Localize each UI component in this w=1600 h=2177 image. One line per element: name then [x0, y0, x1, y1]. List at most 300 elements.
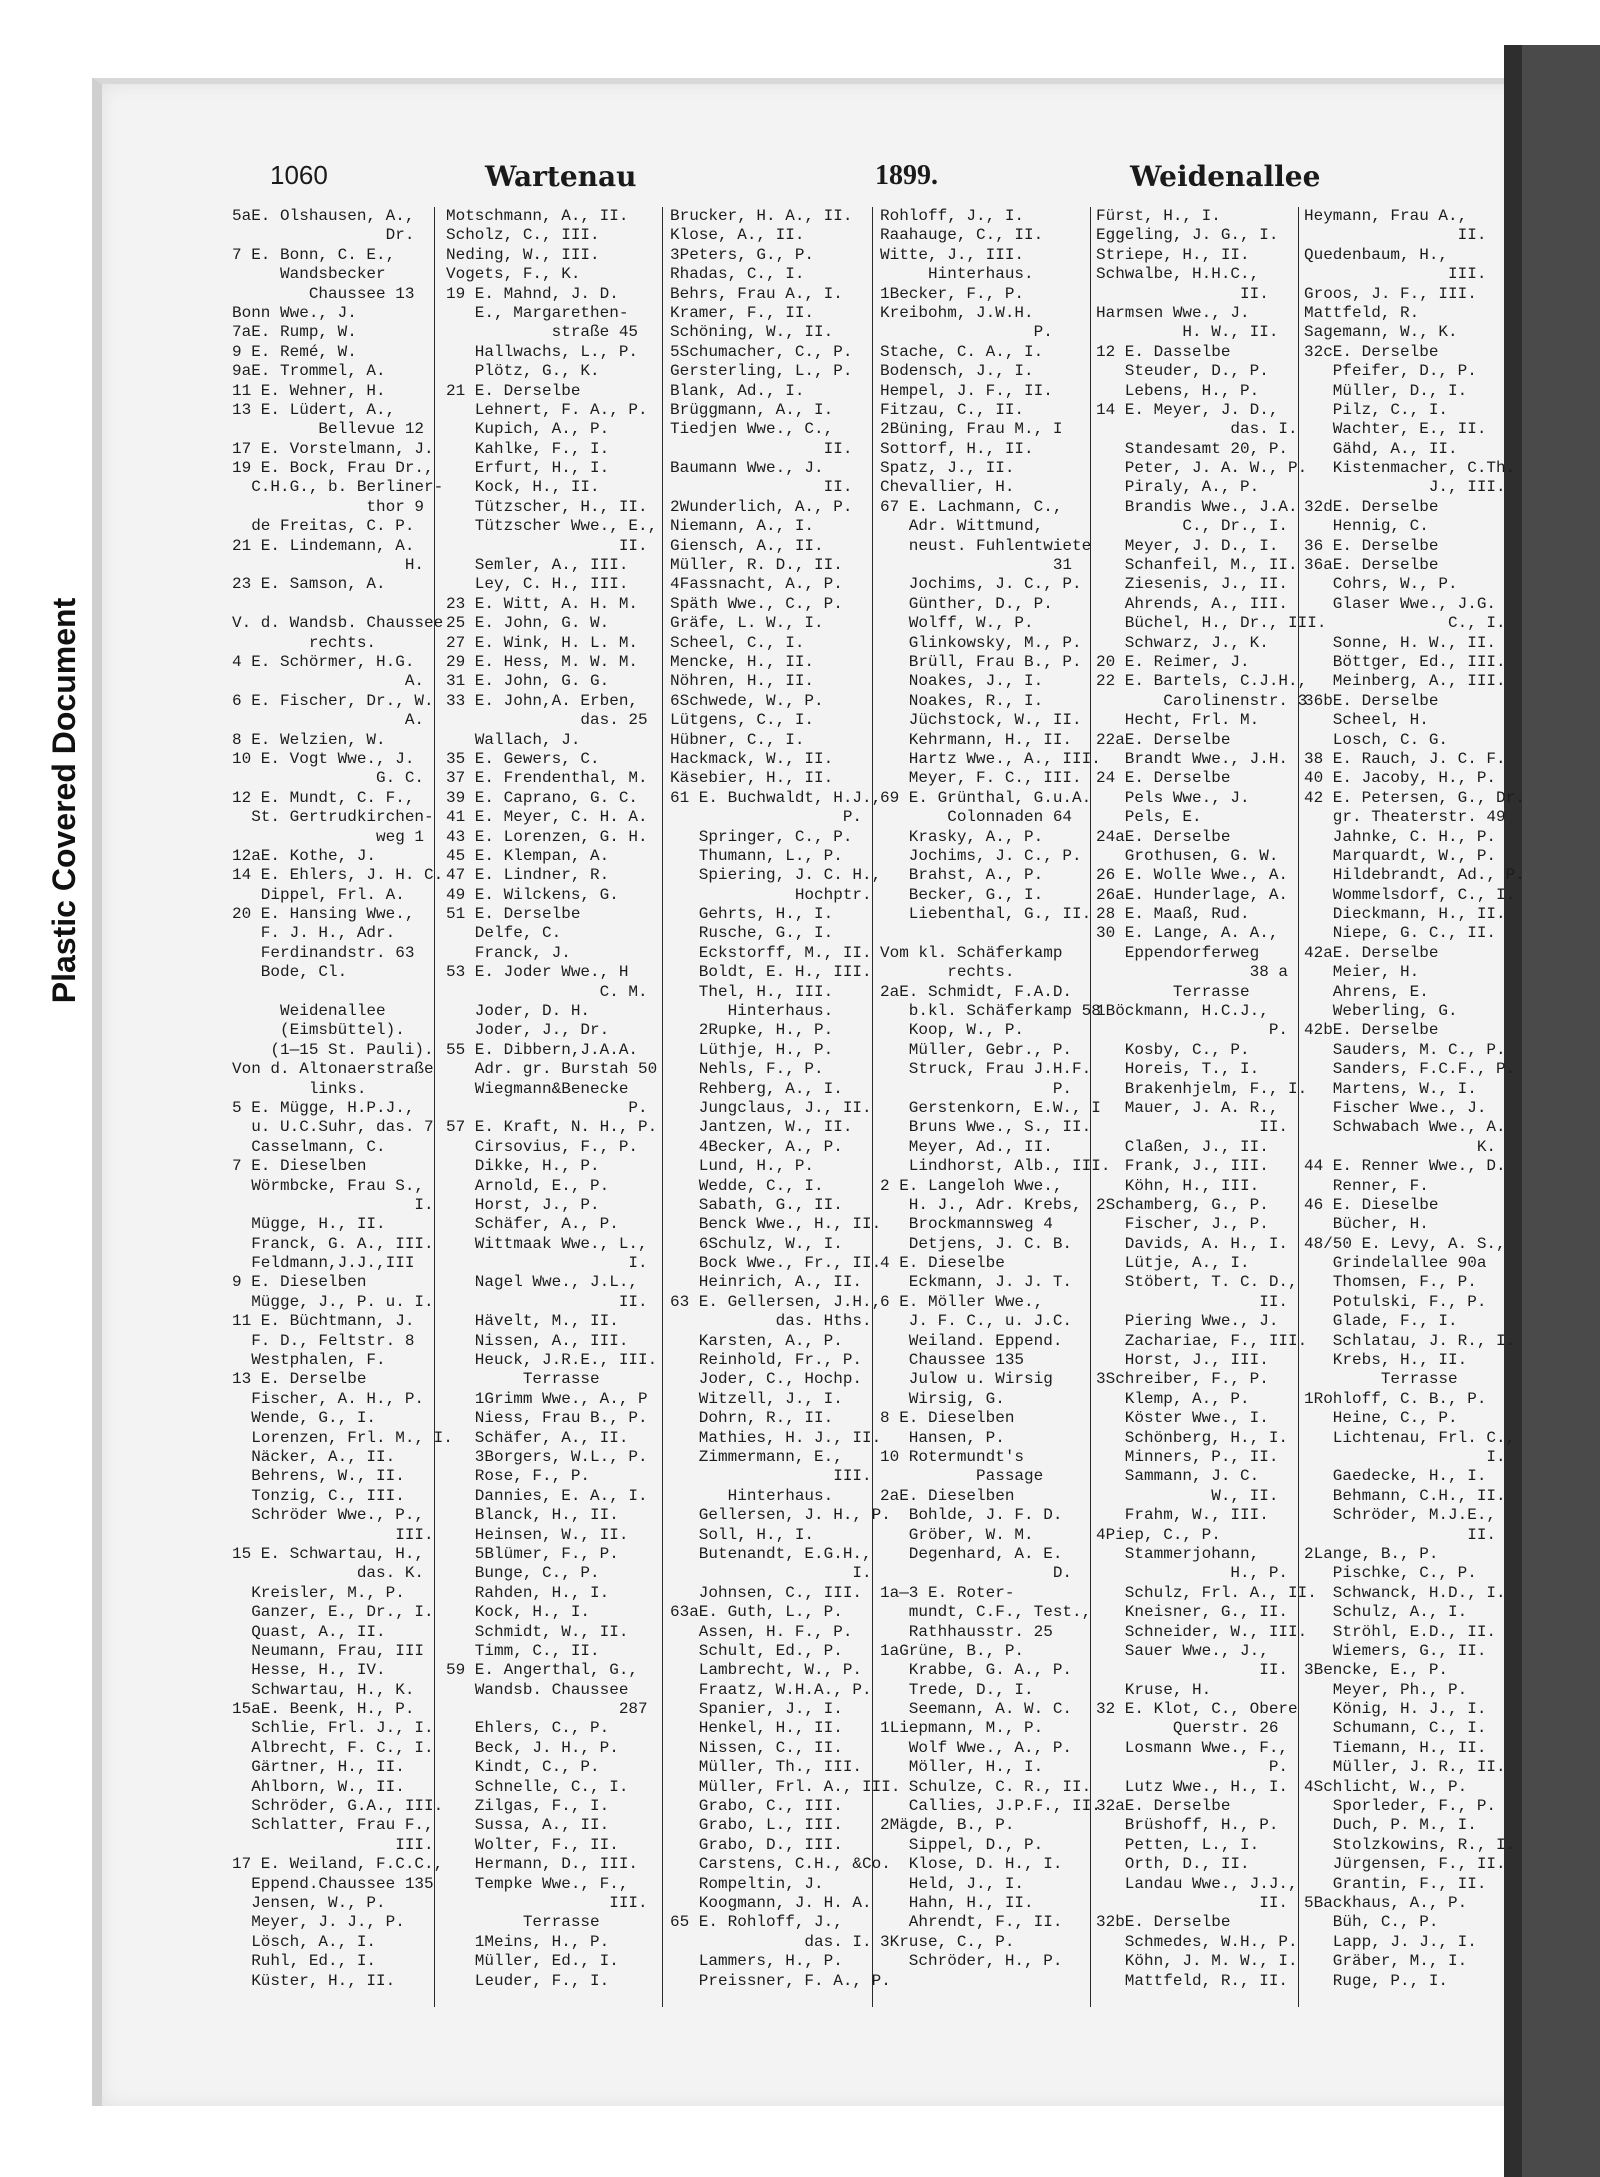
- directory-entry-line: Kruse, H.: [1096, 1680, 1212, 1699]
- directory-entry-line: Renner, F.: [1304, 1176, 1429, 1195]
- directory-entry-line: 6Schwede, W., P.: [670, 691, 824, 710]
- directory-entry-line: Lebens, H., P.: [1096, 381, 1260, 400]
- directory-column-3: [670, 207, 900, 1991]
- directory-entry-line: Stache, C. A., I.: [880, 342, 1044, 361]
- directory-entry-line: 32 E. Klot, C., Obere: [1096, 1700, 1298, 1719]
- directory-entry-line: 5aE. Olshausen, A.,: [232, 207, 415, 225]
- directory-entry-line: II.: [446, 536, 648, 555]
- directory-entry-line: G. C.: [232, 769, 425, 788]
- directory-entry-line: Bücher, H.: [1304, 1215, 1429, 1234]
- directory-entry-line: 67 E. Lachmann, C.,: [880, 497, 1063, 516]
- directory-entry-line: Wandsb. Chaussee: [446, 1680, 629, 1699]
- directory-entry-line: Passage: [880, 1467, 1044, 1486]
- directory-entry-line: Chaussee 135: [880, 1351, 1025, 1370]
- directory-entry-line: Gaedecke, H., I.: [1304, 1467, 1487, 1486]
- directory-entry-line: Duch, P. M., I.: [1304, 1816, 1477, 1835]
- column-divider: [662, 207, 663, 2007]
- directory-entry-line: Hävelt, M., II.: [446, 1312, 619, 1331]
- directory-entry-line: 4Fassnacht, A., P.: [670, 575, 843, 594]
- directory-entry-line: Kreibohm, J.W.H.: [880, 303, 1034, 322]
- directory-entry-line: 24 E. Derselbe: [1096, 769, 1231, 788]
- directory-entry-line: Jüchstock, W., II.: [880, 711, 1082, 730]
- directory-entry-line: Gräber, M., I.: [1304, 1952, 1468, 1971]
- directory-entry-line: Koop, W., P.: [880, 1021, 1025, 1040]
- directory-entry-line: Schröder, H., P.: [880, 1952, 1063, 1971]
- directory-entry-line: Degenhard, A. E.: [880, 1544, 1063, 1563]
- directory-column-1: [232, 207, 453, 1991]
- directory-entry-line: 11 E. Wehner, H.: [232, 381, 386, 400]
- directory-entry-line: Hansen, P.: [880, 1428, 1005, 1447]
- directory-entry-line: Glade, F., I.: [1304, 1312, 1458, 1331]
- directory-entry-line: Lammers, H., P.: [670, 1952, 843, 1971]
- directory-entry-line: Klemp, A., P.: [1096, 1389, 1250, 1408]
- directory-entry-line: J. F. C., u. J.C.: [880, 1312, 1073, 1331]
- directory-entry-line: Schulz, Frl. A., II.: [1096, 1583, 1317, 1602]
- directory-entry-line: Held, J., I.: [880, 1874, 1025, 1893]
- directory-entry-line: Rohloff, J., I.: [880, 207, 1025, 225]
- directory-entry-line: Vogets, F., K.: [446, 265, 581, 284]
- directory-entry-line: 287: [446, 1700, 648, 1719]
- directory-entry-line: Dikke, H., P.: [446, 1157, 600, 1176]
- directory-entry-line: 38 E. Rauch, J. C. F.: [1304, 749, 1506, 768]
- directory-entry-line: Niemann, A., I.: [670, 517, 815, 536]
- directory-entry-line: Trede, D., I.: [880, 1680, 1034, 1699]
- directory-entry-line: Fischer, J., P.: [1096, 1215, 1269, 1234]
- directory-entry-line: Krebs, H., II.: [1304, 1351, 1468, 1370]
- directory-entry-line: Fürst, H., I.: [1096, 207, 1221, 225]
- directory-entry-line: Hempel, J. F., II.: [880, 381, 1053, 400]
- directory-entry-line: Nissen, A., III.: [446, 1331, 629, 1350]
- directory-entry-line: 6 E. Möller Wwe.,: [880, 1292, 1044, 1311]
- directory-entry-line: Gehrts, H., I.: [670, 905, 834, 924]
- directory-entry-line: links.: [232, 1079, 367, 1098]
- directory-entry-line: 39 E. Caprano, G. C.: [446, 788, 639, 807]
- directory-entry-line: Hallwachs, L., P.: [446, 342, 639, 361]
- directory-entry-line: Bode, Cl.: [232, 963, 348, 982]
- directory-entry-line: Jantzen, W., II.: [670, 1118, 853, 1137]
- directory-entry-line: 37 E. Frendenthal, M.: [446, 769, 648, 788]
- directory-entry-line: Glinkowsky, M., P.: [880, 633, 1082, 652]
- directory-entry-line: 1a—3 E. Roter-: [880, 1583, 1015, 1602]
- directory-entry-line: Heinrich, A., II.: [670, 1273, 863, 1292]
- directory-entry-line: Zimmermann, E.,: [670, 1448, 843, 1466]
- directory-entry-line: 2Schamberg, G., P.: [1096, 1195, 1269, 1214]
- directory-entry-line: Tützscher, H., II.: [446, 497, 648, 516]
- directory-column-2: [446, 207, 657, 1991]
- directory-entry-line: Wörmbcke, Frau S.,: [232, 1176, 425, 1195]
- directory-entry-line: 31 E. John, G. G.: [446, 672, 610, 691]
- directory-entry-line: Thel, H., III.: [670, 982, 834, 1001]
- directory-entry-line: Assen, H. F., P.: [670, 1622, 853, 1641]
- directory-entry-line: 4 E. Dieselbe: [880, 1254, 1005, 1273]
- directory-entry-line: 3Bencke, E., P.: [1304, 1661, 1449, 1680]
- directory-entry-line: Müller, J. R., II.: [1304, 1758, 1506, 1777]
- directory-entry-line: 8 E. Welzien, W.: [232, 730, 386, 749]
- directory-entry-line: Meinberg, A., III.: [1304, 672, 1506, 691]
- directory-entry-line: Wittmaak Wwe., L.,: [446, 1234, 648, 1253]
- directory-entry-line: Giensch, A., II.: [670, 536, 824, 555]
- directory-entry-line: Sonne, H. W., II.: [1304, 633, 1497, 652]
- directory-entry-line: Jochims, J. C., P.: [880, 846, 1082, 865]
- directory-entry-line: u. U.C.Suhr, das. 7: [232, 1118, 434, 1137]
- directory-entry-line: 48/50 E. Levy, A. S.,: [1304, 1234, 1506, 1253]
- directory-entry-line: Sippel, D., P.: [880, 1835, 1044, 1854]
- directory-entry-line: 31: [880, 556, 1073, 575]
- directory-entry-line: Köster Wwe., I.: [1096, 1409, 1269, 1428]
- directory-entry-line: 47 E. Lindner, R.: [446, 866, 610, 885]
- directory-entry-line: Hennig, C.: [1304, 517, 1429, 536]
- directory-entry-line: II.: [1304, 226, 1487, 245]
- directory-entry-line: 36 E. Derselbe: [1304, 536, 1439, 555]
- directory-entry-line: Lütgens, C., I.: [670, 711, 815, 730]
- directory-entry-line: Terrasse: [1096, 982, 1250, 1001]
- directory-entry-line: Schumann, C., I.: [1304, 1719, 1487, 1738]
- directory-entry-line: thor 9: [232, 497, 425, 516]
- directory-entry-line: 1Liepmann, M., P.: [880, 1719, 1044, 1738]
- directory-entry-line: Meyer, J. J., P.: [232, 1913, 405, 1932]
- directory-entry-line: Lütje, A., I.: [1096, 1254, 1250, 1273]
- directory-entry-line: Feldmann,J.J.,III: [232, 1254, 415, 1273]
- directory-entry-line: Hinterhaus.: [670, 1002, 834, 1021]
- directory-entry-line: Dippel, Frl. A.: [232, 885, 405, 904]
- directory-entry-line: Lund, H., P.: [670, 1157, 815, 1176]
- directory-entry-line: de Freitas, C. P.: [232, 517, 415, 536]
- directory-entry-line: 20 E. Reimer, J.: [1096, 652, 1250, 671]
- directory-entry-line: Frahm, W., III.: [1096, 1506, 1269, 1525]
- directory-entry-line: straße 45: [446, 323, 639, 342]
- directory-entry-line: 19 E. Bock, Frau Dr.,: [232, 459, 434, 478]
- directory-entry-line: das. K.: [232, 1564, 425, 1583]
- directory-entry-line: Bock Wwe., Fr., II.: [670, 1254, 882, 1273]
- directory-entry-line: Behrs, Frau A., I.: [670, 284, 843, 303]
- directory-column-4: [880, 207, 1110, 1972]
- directory-entry-line: Pilz, C., I.: [1304, 400, 1449, 419]
- directory-entry-line: [232, 595, 453, 614]
- directory-entry-line: 40 E. Jacoby, H., P.: [1304, 769, 1497, 788]
- directory-entry-line: 65 E. Rohloff, J.,: [670, 1913, 843, 1932]
- directory-entry-line: Günther, D., P.: [880, 594, 1053, 613]
- directory-entry-line: Eppend.Chaussee 135: [232, 1874, 434, 1893]
- directory-entry-line: Potulski, F., P.: [1304, 1292, 1487, 1311]
- directory-entry-line: Struck, Frau J.H.F.: [880, 1060, 1092, 1079]
- directory-entry-line: 6 E. Fischer, Dr., W.: [232, 691, 434, 710]
- directory-entry-line: 36bE. Derselbe: [1304, 691, 1439, 710]
- directory-entry-line: Müller, Th., III.: [670, 1758, 863, 1777]
- directory-entry-line: Claßen, J., II.: [1096, 1137, 1269, 1156]
- directory-entry-line: König, H. J., I.: [1304, 1700, 1487, 1719]
- directory-entry-line: Scholz, C., III.: [446, 226, 600, 245]
- directory-entry-line: 7 E. Bonn, C. E.,: [232, 245, 396, 264]
- directory-entry-line: Thomsen, F., P.: [1304, 1273, 1477, 1292]
- page-header: [270, 160, 1321, 210]
- directory-entry-line: 1Becker, F., P.: [880, 284, 1025, 303]
- directory-entry-line: E., Margarethen-: [446, 303, 629, 322]
- directory-entry-line: Bruns Wwe., S., II.: [880, 1118, 1092, 1137]
- directory-entry-line: Losmann Wwe., F.,: [1096, 1738, 1289, 1757]
- directory-entry-line: 26aE. Hunderlage, A.: [1096, 885, 1289, 904]
- directory-entry-line: 12 E. Mundt, C. F.,: [232, 788, 415, 807]
- directory-entry-line: C. M.: [446, 982, 648, 1001]
- directory-entry-line: Cohrs, W., P.: [1304, 575, 1458, 594]
- directory-entry-line: Harmsen Wwe., J.: [1096, 303, 1250, 322]
- directory-entry-line: 23 E. Samson, A.: [232, 575, 386, 594]
- directory-entry-line: Krabbe, G. A., P.: [880, 1661, 1073, 1680]
- directory-entry-line: Lüthje, H., P.: [670, 1040, 834, 1059]
- column-divider: [434, 207, 435, 2007]
- directory-entry-line: 43 E. Lorenzen, G. H.: [446, 827, 648, 846]
- directory-entry-line: H. J., Adr. Krebs,: [880, 1195, 1082, 1214]
- directory-entry-line: Rose, F., P.: [446, 1467, 591, 1486]
- directory-entry-line: Becker, G., I.: [880, 885, 1044, 904]
- directory-entry-line: I.: [446, 1254, 648, 1273]
- directory-entry-line: 7 E. Dieselben: [232, 1157, 367, 1176]
- directory-entry-line: Grabo, D., III.: [670, 1835, 843, 1854]
- directory-entry-line: Casselmann, C.: [232, 1137, 386, 1156]
- directory-entry-line: 5Blümer, F., P.: [446, 1544, 619, 1563]
- directory-entry-line: rechts.: [880, 963, 1015, 982]
- directory-entry-line: Heinsen, W., II.: [446, 1525, 629, 1544]
- directory-entry-line: Hübner, C., I.: [670, 730, 805, 749]
- directory-entry-line: Liebenthal, G., II.: [880, 905, 1092, 924]
- directory-entry-line: Frank, J., III.: [1096, 1157, 1269, 1176]
- directory-entry-line: Kupich, A., P.: [446, 420, 610, 439]
- directory-entry-line: Nöhren, H., II.: [670, 672, 815, 691]
- directory-entry-line: Büchel, H., Dr., III.: [1096, 614, 1327, 633]
- directory-entry-line: Piering Wwe., J.: [1096, 1312, 1279, 1331]
- directory-entry-line: Standesamt 20, P.: [1096, 439, 1289, 458]
- directory-entry-line: Steuder, D., P.: [1096, 362, 1269, 381]
- directory-entry-line: Johnsen, C., III.: [670, 1583, 863, 1602]
- directory-entry-line: Rusche, G., I.: [670, 924, 834, 943]
- directory-entry-line: Bonn Wwe., J.: [232, 303, 357, 322]
- directory-entry-line: Mathies, H. J., II.: [670, 1428, 882, 1447]
- directory-entry-line: P.: [446, 1098, 648, 1117]
- directory-entry-line: K.: [1304, 1137, 1497, 1156]
- directory-entry-line: 2Lange, B., P.: [1304, 1544, 1439, 1563]
- directory-entry-line: Grantin, F., II.: [1304, 1874, 1487, 1893]
- directory-entry-line: Sussa, A., II.: [446, 1816, 610, 1835]
- directory-entry-line: Wiemers, G., II.: [1304, 1641, 1487, 1660]
- directory-entry-line: 5Schumacher, C., P.: [670, 342, 853, 361]
- directory-entry-line: Colonnaden 64: [880, 808, 1073, 827]
- directory-entry-line: Beck, J. H., P.: [446, 1738, 619, 1757]
- directory-entry-line: 32dE. Derselbe: [1304, 497, 1439, 516]
- directory-entry-line: das. I.: [670, 1932, 872, 1951]
- directory-entry-line: Scheel, H.: [1304, 711, 1429, 730]
- directory-entry-line: 44 E. Renner Wwe., D.: [1304, 1157, 1506, 1176]
- directory-entry-line: Böttger, Ed., III.: [1304, 652, 1506, 671]
- directory-entry-line: 23 E. Witt, A. H. M.: [446, 594, 639, 613]
- directory-entry-line: J., III.: [1304, 478, 1506, 497]
- directory-entry-line: A.: [232, 711, 425, 730]
- directory-entry-line: F. D., Feltstr. 8: [232, 1331, 415, 1350]
- directory-entry-line: Niepe, G. C., II.: [1304, 924, 1497, 943]
- directory-entry-line: Jungclaus, J., II.: [670, 1098, 872, 1117]
- directory-entry-line: Koogmann, J. H. A.: [670, 1893, 872, 1912]
- directory-entry-line: Losch, C. G.: [1304, 730, 1449, 749]
- directory-entry-line: Landau Wwe., J.J.,: [1096, 1874, 1298, 1893]
- directory-entry-line: Westphalen, F.: [232, 1351, 386, 1370]
- directory-entry-line: Müller, Frl. A., III.: [670, 1777, 901, 1796]
- directory-entry-line: Brüll, Frau B., P.: [880, 652, 1082, 671]
- directory-entry-line: Scheel, C., I.: [670, 633, 805, 652]
- plastic-covered-label: Plastic Covered Document: [46, 597, 83, 1003]
- directory-entry-line: Lösch, A., I.: [232, 1932, 377, 1951]
- directory-entry-line: Timm, C., II.: [446, 1641, 600, 1660]
- directory-entry-line: Ley, C. H., III.: [446, 575, 629, 594]
- directory-entry-line: 21 E. Lindemann, A.: [232, 536, 415, 555]
- directory-entry-line: Tiedjen Wwe., C.,: [670, 420, 834, 439]
- directory-entry-line: Carolinenstr. 3: [1096, 691, 1308, 710]
- directory-entry-line: Wandsbecker: [232, 265, 386, 284]
- directory-entry-line: Terrasse: [446, 1913, 600, 1932]
- directory-entry-line: Tempke Wwe., F.,: [446, 1874, 629, 1893]
- directory-entry-line: 10 E. Vogt Wwe., J.: [232, 749, 415, 768]
- directory-entry-line: Schlie, Frl. J., I.: [232, 1719, 434, 1738]
- directory-entry-line: Piraly, A., P.: [1096, 478, 1260, 497]
- directory-entry-line: St. Gertrudkirchen-: [232, 808, 434, 827]
- directory-entry-line: rechts.: [232, 633, 377, 652]
- directory-entry-line: 59 E. Angerthal, G.,: [446, 1661, 639, 1680]
- directory-entry-line: Eckmann, J. J. T.: [880, 1273, 1073, 1292]
- directory-entry-line: 4Schlicht, W., P.: [1304, 1777, 1468, 1796]
- directory-entry-line: b.kl. Schäferkamp 58: [880, 1002, 1101, 1021]
- column-divider: [872, 207, 873, 2007]
- directory-entry-line: Klose, A., II.: [670, 226, 805, 245]
- directory-entry-line: Krasky, A., P.: [880, 827, 1044, 846]
- directory-entry-line: 12 E. Dasselbe: [1096, 342, 1231, 361]
- directory-entry-line: I.: [232, 1195, 434, 1214]
- directory-entry-line: 2Wunderlich, A., P.: [670, 497, 853, 516]
- directory-entry-line: D.: [880, 1564, 1073, 1583]
- directory-entry-line: 42aE. Derselbe: [1304, 943, 1439, 962]
- directory-entry-line: Joder, J., Dr.: [446, 1021, 610, 1040]
- directory-entry-line: Müller, D., I.: [1304, 381, 1468, 400]
- directory-entry-line: Küster, H., II.: [232, 1971, 396, 1990]
- directory-entry-line: Carstens, C.H., &Co.: [670, 1855, 891, 1874]
- directory-entry-line: Käsebier, H., II.: [670, 769, 834, 788]
- directory-entry-line: Sammann, J. C.: [1096, 1467, 1260, 1486]
- directory-entry-line: 14 E. Ehlers, J. H. C.: [232, 866, 444, 885]
- directory-entry-line: 41 E. Meyer, C. H. A.: [446, 808, 648, 827]
- directory-entry-line: Mügge, H., II.: [232, 1215, 386, 1234]
- directory-entry-line: Kneisner, G., II.: [1096, 1603, 1289, 1622]
- directory-entry-line: Fitzau, C., II.: [880, 400, 1025, 419]
- directory-entry-line: Müller, Ed., I.: [446, 1952, 619, 1971]
- directory-entry-line: II.: [1096, 1118, 1289, 1137]
- directory-entry-line: III.: [670, 1467, 872, 1486]
- directory-entry-line: Schwalbe, H.H.C.,: [1096, 265, 1260, 284]
- directory-entry-line: Jochims, J. C., P.: [880, 575, 1082, 594]
- directory-entry-line: III.: [232, 1835, 434, 1854]
- directory-entry-line: I.: [1304, 1448, 1506, 1466]
- directory-entry-line: Ströhl, E.D., II.: [1304, 1622, 1497, 1641]
- directory-entry-line: II.: [670, 439, 853, 458]
- directory-entry-line: P.: [1096, 1758, 1289, 1777]
- directory-entry-line: Albrecht, F. C., I.: [232, 1738, 434, 1757]
- directory-entry-line: 33 E. John,A. Erben,: [446, 691, 639, 710]
- directory-entry-line: Rompeltin, J.: [670, 1874, 824, 1893]
- directory-entry-line: Lichtenau, Frl. C.,: [1304, 1428, 1516, 1447]
- directory-entry-line: Gräfe, L. W., I.: [670, 614, 824, 633]
- directory-entry-line: 51 E. Derselbe: [446, 905, 581, 924]
- directory-entry-line: Dohrn, R., II.: [670, 1409, 834, 1428]
- directory-entry-line: Meyer, F. C., III.: [880, 769, 1082, 788]
- directory-entry-line: W., II.: [1096, 1486, 1279, 1505]
- directory-entry-line: Schönberg, H., I.: [1096, 1428, 1289, 1447]
- directory-entry-line: 21 E. Derselbe: [446, 381, 581, 400]
- directory-entry-line: Schröder, G.A., III.: [232, 1797, 444, 1816]
- directory-entry-line: Martens, W., I.: [1304, 1079, 1477, 1098]
- directory-entry-line: Terrasse: [446, 1370, 600, 1389]
- directory-entry-line: Schulz, A., I.: [1304, 1603, 1468, 1622]
- directory-entry-line: Müller, Gebr., P.: [880, 1040, 1073, 1059]
- directory-entry-line: Nissen, C., II.: [670, 1738, 843, 1757]
- directory-entry-line: Schulze, C. R., II.: [880, 1777, 1092, 1796]
- directory-entry-line: Brüshoff, H., P.: [1096, 1816, 1279, 1835]
- directory-entry-line: Fischer, A. H., P.: [232, 1389, 425, 1408]
- directory-entry-line: Boldt, E. H., III.: [670, 963, 872, 982]
- directory-entry-line: 9 E. Dieselben: [232, 1273, 367, 1292]
- directory-entry-line: 3Borgers, W.L., P.: [446, 1448, 648, 1466]
- directory-entry-line: Schmidt, W., II.: [446, 1622, 629, 1641]
- directory-entry-line: Meyer, Ad., II.: [880, 1137, 1053, 1156]
- directory-entry-line: Brakenhjelm, F., I.: [1096, 1079, 1308, 1098]
- directory-entry-line: Neumann, Frau, III: [232, 1641, 425, 1660]
- directory-entry-line: 5Backhaus, A., P.: [1304, 1893, 1468, 1912]
- directory-entry-line: Bodensch, J., I.: [880, 362, 1034, 381]
- directory-entry-line: Pels Wwe., J.: [1096, 788, 1250, 807]
- directory-entry-line: Wolff, W., P.: [880, 614, 1034, 633]
- directory-entry-line: Benck Wwe., H., II.: [670, 1215, 882, 1234]
- directory-entry-line: Franck, G. A., III.: [232, 1234, 434, 1253]
- directory-entry-line: 38 a: [1096, 963, 1289, 982]
- directory-entry-line: gr. Theaterstr. 49: [1304, 808, 1506, 827]
- directory-entry-line: 26 E. Wolle Wwe., A.: [1096, 866, 1289, 885]
- directory-entry-line: Möller, H., I.: [880, 1758, 1044, 1777]
- directory-entry-line: Schneider, W., III.: [1096, 1622, 1308, 1641]
- directory-entry-line: 2Mägde, B., P.: [880, 1816, 1015, 1835]
- directory-entry-line: Arnold, E., P.: [446, 1176, 610, 1195]
- directory-entry-line: 3Peters, G., P.: [670, 245, 815, 264]
- directory-entry-line: Cirsovius, F., P.: [446, 1137, 639, 1156]
- directory-entry-line: Joder, C., Hochp.: [670, 1370, 863, 1389]
- directory-entry-line: Spiering, J. C. H.,: [670, 866, 882, 885]
- directory-entry-line: A.: [232, 672, 425, 691]
- directory-entry-line: Kistenmacher, C.Th.: [1304, 459, 1516, 478]
- directory-entry-line: 15aE. Beenk, H., P.: [232, 1700, 415, 1719]
- directory-entry-line: Eppendorferweg: [1096, 943, 1260, 962]
- directory-entry-line: Köhn, J. M. W., I.: [1096, 1952, 1298, 1971]
- directory-entry-line: Kramer, F., II.: [670, 303, 815, 322]
- year-heading: 1899.: [875, 160, 938, 191]
- directory-entry-line: Grothusen, G. W.: [1096, 846, 1279, 865]
- directory-entry-line: Müller, R. D., II.: [670, 556, 843, 575]
- directory-entry-line: 9aE. Trommel, A.: [232, 362, 386, 381]
- directory-entry-line: Preissner, F. A., P.: [670, 1971, 891, 1990]
- directory-entry-line: das. I.: [1096, 420, 1298, 439]
- directory-entry-line: Von d. Altonaerstraße: [232, 1060, 434, 1079]
- directory-entry-line: 1Grimm Wwe., A., P: [446, 1389, 648, 1408]
- directory-entry-line: Franck, J.: [446, 943, 571, 962]
- directory-entry-line: Karsten, A., P.: [670, 1331, 843, 1350]
- directory-entry-line: Ferdinandstr. 63: [232, 943, 415, 962]
- directory-entry-line: (1—15 St. Pauli).: [232, 1040, 434, 1059]
- directory-entry-line: III.: [232, 1525, 434, 1544]
- directory-entry-line: II.: [1096, 1292, 1289, 1311]
- directory-entry-line: Grindelallee 90a: [1304, 1254, 1487, 1273]
- directory-entry-line: 4Piep, C., P.: [1096, 1525, 1221, 1544]
